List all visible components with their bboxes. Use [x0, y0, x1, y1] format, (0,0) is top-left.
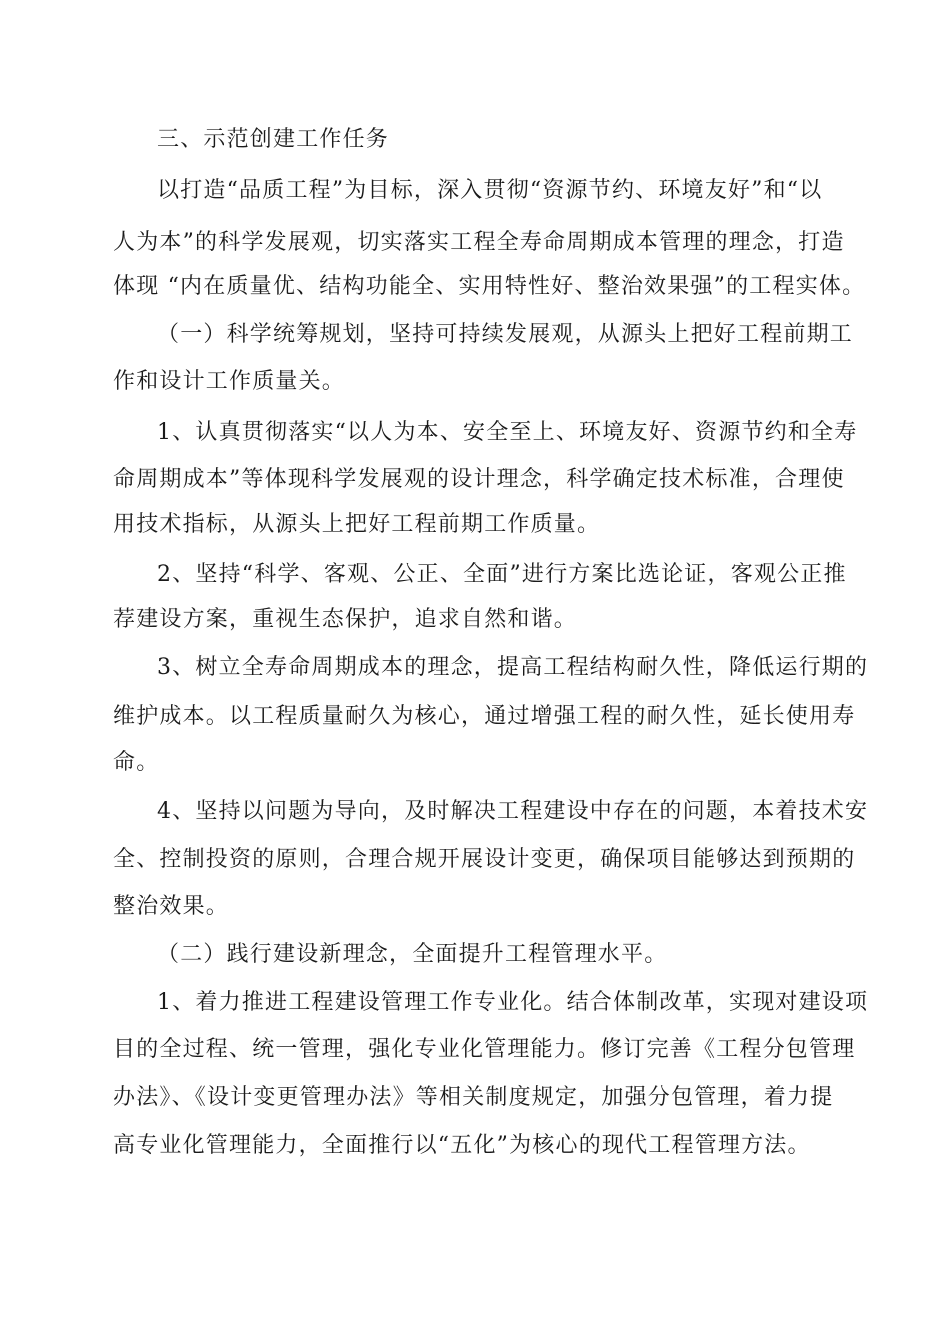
paragraph-line: 荐建设方案，重视生态保护，追求自然和谐。: [113, 607, 578, 632]
paragraph-line: 1、着力推进工程建设管理工作专业化。结合体制改革，实现对建设项: [157, 990, 869, 1015]
paragraph-line: 用技术指标，从源头上把好工程前期工作质量。: [113, 512, 601, 537]
paragraph-line: 目的全过程、统一管理，强化专业化管理能力。修订完善《工程分包管理: [113, 1037, 856, 1062]
paragraph-line: 体现 “内在质量优、结构功能全、实用特性好、整治效果强”的工程实体。: [113, 274, 866, 299]
paragraph-line: 维护成本。以工程质量耐久为核心，通过增强工程的耐久性，延长使用寿: [113, 704, 856, 729]
paragraph-line: 4、坚持以问题为导向，及时解决工程建设中存在的问题，本着技术安: [157, 799, 869, 824]
paragraph-line: 3、树立全寿命周期成本的理念，提高工程结构耐久性，降低运行期的: [157, 655, 869, 680]
paragraph-line: 1、认真贯彻落实“以人为本、安全至上、环境友好、资源节约和全寿: [157, 420, 858, 445]
paragraph-line: 2、坚持“科学、客观、公正、全面”进行方案比选论证，客观公正推: [157, 562, 847, 587]
paragraph-line: 作和设计工作质量关。: [113, 369, 346, 394]
section-heading: 三、示范创建工作任务: [157, 127, 390, 152]
paragraph-line: 命。: [113, 750, 160, 775]
paragraph-line: 命周期成本”等体现科学发展观的设计理念，科学确定技术标准，合理使: [113, 467, 845, 492]
paragraph-line: 整治效果。: [113, 894, 230, 919]
subsection-heading: （二）践行建设新理念，全面提升工程管理水平。: [157, 942, 668, 967]
paragraph-line: 办法》、《设计变更管理办法》等相关制度规定，加强分包管理，着力提: [113, 1085, 834, 1110]
paragraph-line: 以打造“品质工程”为目标，深入贯彻“资源节约、环境友好”和“以: [157, 178, 823, 203]
paragraph-line: 高专业化管理能力，全面推行以“五化”为核心的现代工程管理方法。: [113, 1133, 811, 1158]
paragraph-line: 全、控制投资的原则，合理合规开展设计变更，确保项目能够达到预期的: [113, 847, 856, 872]
paragraph-line: 人为本”的科学发展观，切实落实工程全寿命周期成本管理的理念，打造: [113, 230, 845, 255]
subsection-heading: （一）科学统筹规划，坚持可持续发展观，从源头上把好工程前期工: [157, 322, 854, 347]
